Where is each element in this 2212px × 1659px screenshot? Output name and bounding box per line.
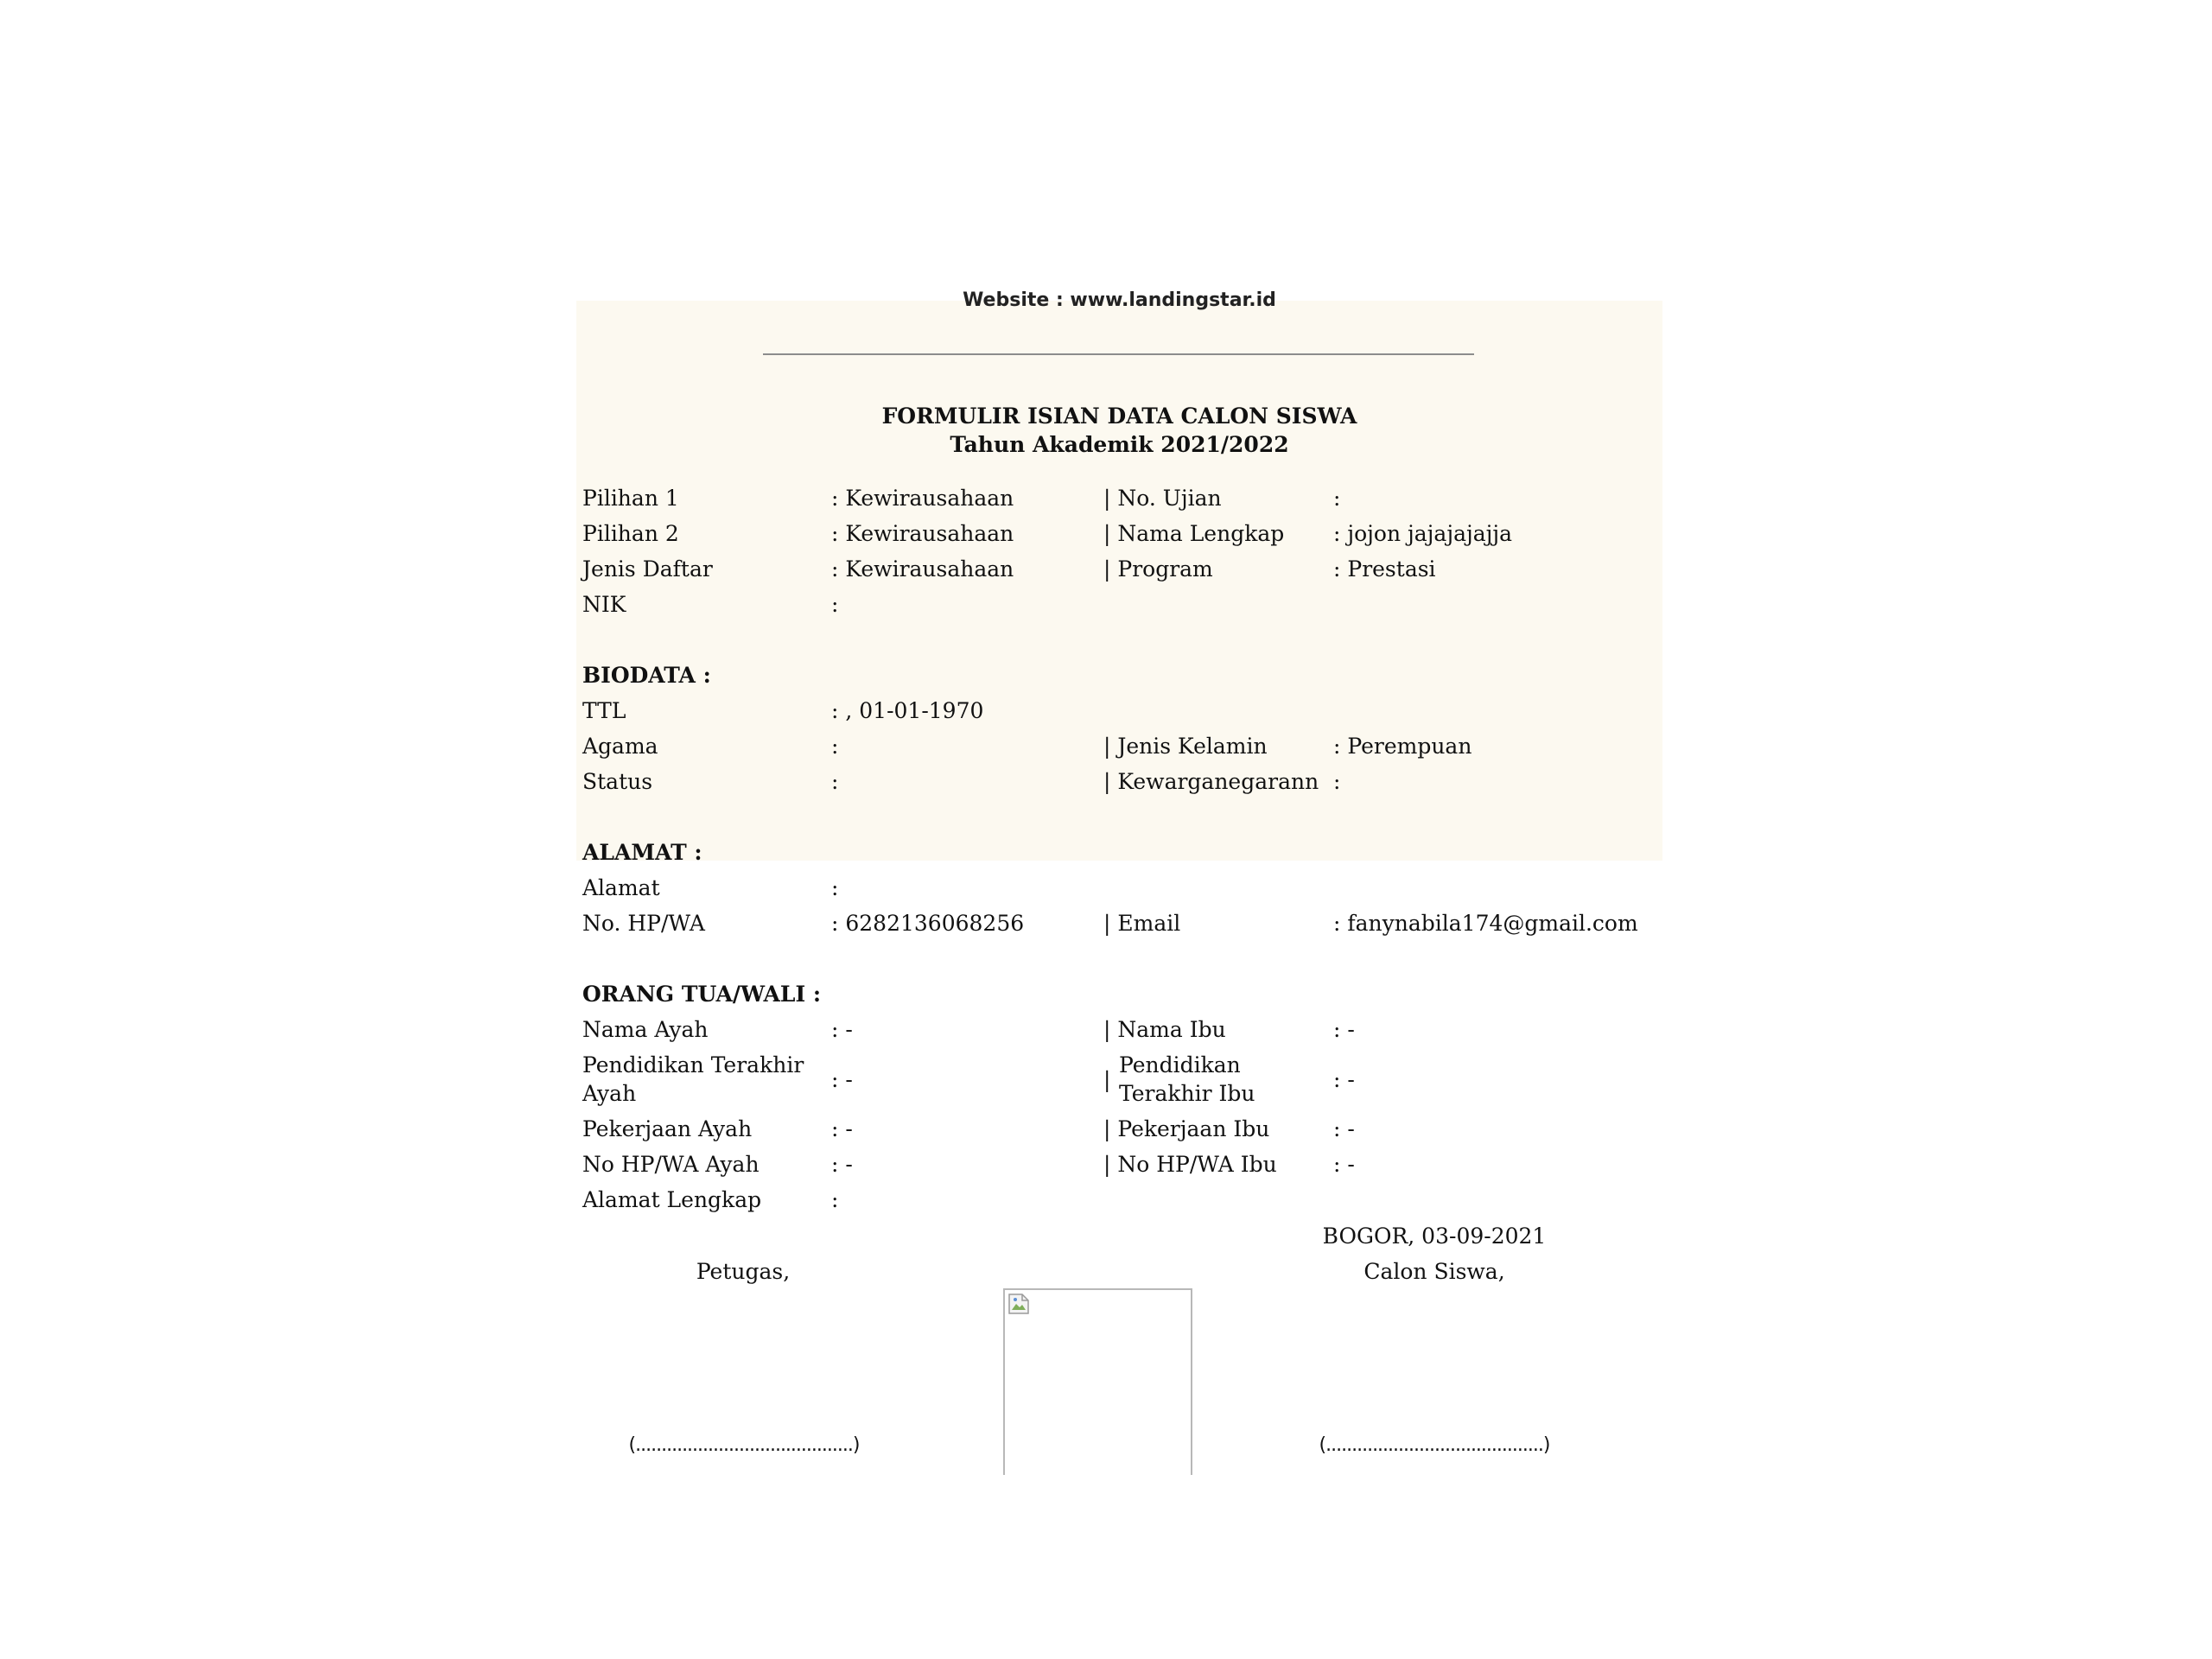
- status-value: :: [831, 769, 839, 794]
- pendidikan-ibu-value: : -: [1333, 1067, 1355, 1092]
- no-ujian-label: | No. Ujian: [1103, 486, 1222, 511]
- broken-image-icon: [1007, 1293, 1030, 1315]
- nama-ibu-label: | Nama Ibu: [1103, 1017, 1226, 1042]
- kewarganegaraan-label: | Kewarganegarann: [1103, 769, 1319, 794]
- form-subtitle: Tahun Akademik 2021/2022: [950, 432, 1289, 457]
- pekerjaan-ayah-value: : -: [831, 1116, 853, 1141]
- pekerjaan-ayah-label: Pekerjaan Ayah: [582, 1116, 753, 1141]
- alamat-heading: ALAMAT :: [582, 840, 702, 865]
- pilihan2-value: : Kewirausahaan: [831, 521, 1014, 546]
- place-date: BOGOR, 03-09-2021: [1322, 1224, 1547, 1249]
- nama-ibu-value: : -: [1333, 1017, 1355, 1042]
- hp-ibu-value: : -: [1333, 1152, 1355, 1177]
- nik-value: :: [831, 592, 839, 617]
- no-ujian-value: :: [1333, 486, 1341, 511]
- nama-lengkap-label: | Nama Lengkap: [1103, 521, 1285, 546]
- nama-ayah-value: : -: [831, 1017, 853, 1042]
- alamat-label: Alamat: [582, 875, 660, 900]
- biodata-heading: BIODATA :: [582, 663, 711, 688]
- header-divider: [763, 353, 1474, 355]
- pendidikan-ayah-label: Pendidikan Terakhir Ayah: [582, 1052, 804, 1106]
- pendidikan-ibu-label: Pendidikan Terakhir Ibu: [1119, 1052, 1255, 1106]
- email-label: | Email: [1103, 911, 1181, 936]
- pendidikan-ibu-bar: |: [1103, 1067, 1111, 1092]
- website-line: Website : www.landingstar.id: [963, 289, 1276, 311]
- ortu-heading: ORANG TUA/WALI :: [582, 982, 822, 1007]
- petugas-label: Petugas,: [696, 1259, 791, 1284]
- agama-value: :: [831, 734, 839, 759]
- jenis-daftar-value: : Kewirausahaan: [831, 556, 1014, 582]
- program-value: : Prestasi: [1333, 556, 1436, 582]
- nama-ayah-label: Nama Ayah: [582, 1017, 709, 1042]
- pilihan1-label: Pilihan 1: [582, 486, 679, 511]
- calon-siswa-label: Calon Siswa,: [1363, 1259, 1505, 1284]
- header-website-clipped: [576, 289, 1662, 313]
- ttl-label: TTL: [582, 698, 626, 723]
- nik-label: NIK: [582, 592, 626, 617]
- email-value: : fanynabila174@gmail.com: [1333, 911, 1638, 936]
- hp-ayah-label: No HP/WA Ayah: [582, 1152, 760, 1177]
- hp-ayah-value: : -: [831, 1152, 853, 1177]
- jenis-daftar-label: Jenis Daftar: [582, 556, 713, 582]
- jenis-kelamin-label: | Jenis Kelamin: [1103, 734, 1268, 759]
- alamat-lengkap-label: Alamat Lengkap: [582, 1187, 762, 1212]
- nama-lengkap-value: : jojon jajajajajja: [1333, 521, 1513, 546]
- pendidikan-ayah-value: : -: [831, 1067, 853, 1092]
- petugas-signature-line: (..........................................): [628, 1434, 860, 1456]
- pilihan2-label: Pilihan 2: [582, 521, 679, 546]
- form-title: FORMULIR ISIAN DATA CALON SISWA: [881, 404, 1357, 429]
- program-label: | Program: [1103, 556, 1213, 582]
- pekerjaan-ibu-label: | Pekerjaan Ibu: [1103, 1116, 1270, 1141]
- agama-label: Agama: [582, 734, 658, 759]
- jenis-kelamin-value: : Perempuan: [1333, 734, 1472, 759]
- ttl-value: : , 01-01-1970: [831, 698, 984, 723]
- alamat-value: :: [831, 875, 839, 900]
- status-label: Status: [582, 769, 653, 794]
- pilihan1-value: : Kewirausahaan: [831, 486, 1014, 511]
- kewarganegaraan-value: :: [1333, 769, 1341, 794]
- calon-siswa-signature-line: (..........................................): [1319, 1434, 1550, 1456]
- alamat-lengkap-value: :: [831, 1187, 839, 1212]
- photo-frame: [1003, 1288, 1192, 1475]
- no-hp-value: : 6282136068256: [831, 911, 1025, 936]
- hp-ibu-label: | No HP/WA Ibu: [1103, 1152, 1277, 1177]
- pekerjaan-ibu-value: : -: [1333, 1116, 1355, 1141]
- no-hp-label: No. HP/WA: [582, 911, 705, 936]
